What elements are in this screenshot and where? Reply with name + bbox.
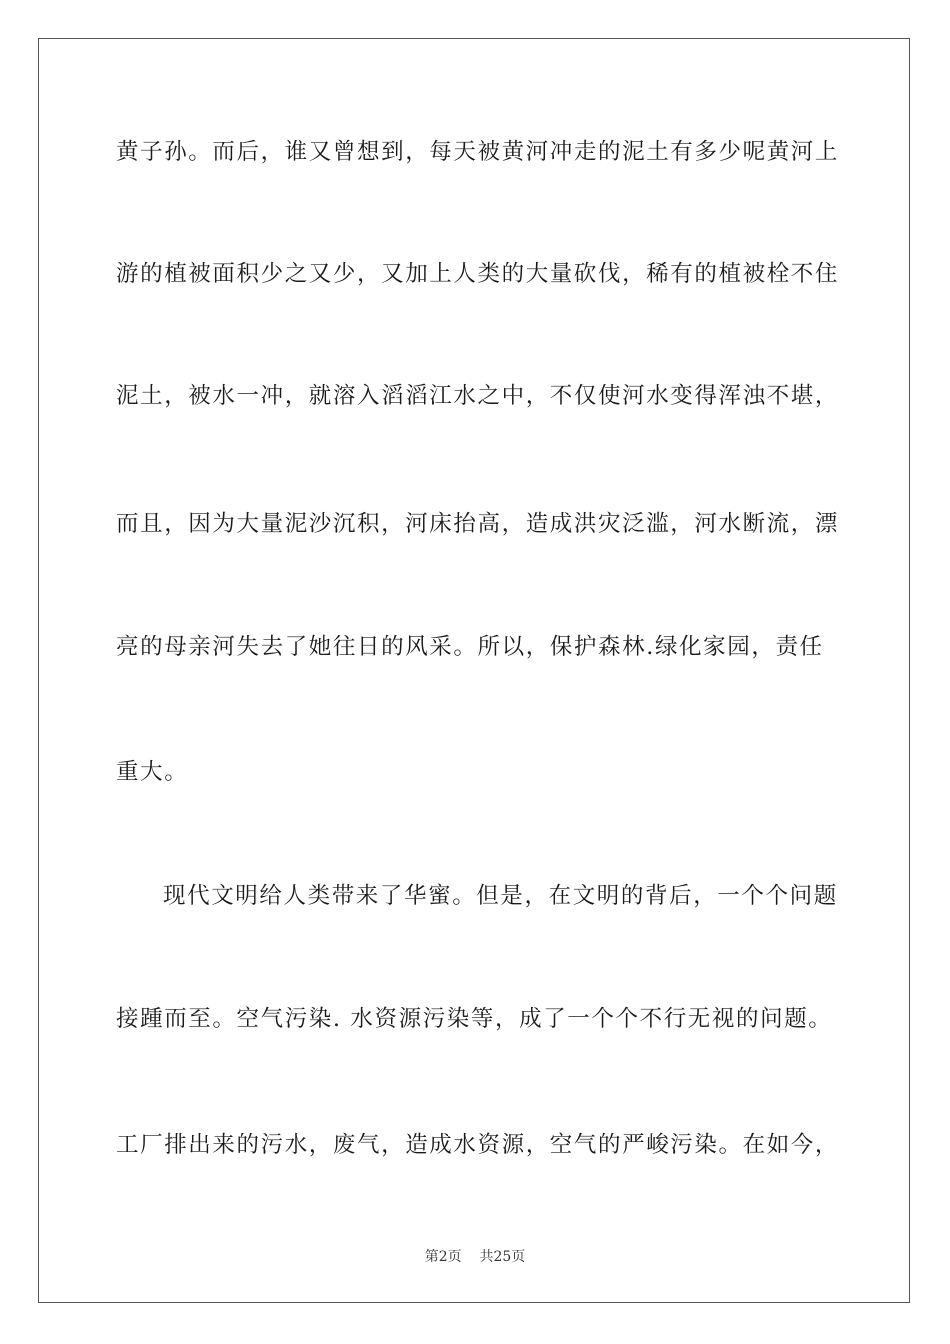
body-text-line: 而且，因为大量泥沙沉积，河床抬高，造成洪灾泛滥，河水断流，漂 [116,511,840,537]
body-text-line: 重大。 [116,759,189,785]
body-text-line: 游的植被面积少之又少，又加上人类的大量砍伐，稀有的植被栓不住 [116,261,840,287]
body-text-line: 泥土，被水一冲，就溶入滔滔江水之中，不仅使河水变得浑浊不堪， [116,383,840,409]
page-number-footer: 第2页 共25页 [424,1249,526,1265]
paragraph-first-line: 现代文明给人类带来了华蜜。但是，在文明的背后，一个个问题 [163,883,838,909]
body-text-line: 接踵而至。空气污染. 水资源污染等，成了一个个不行无视的问题。 [116,1006,833,1032]
page-border [38,38,910,1303]
body-text-line: 黄子孙。而后，谁又曾想到，每天被黄河冲走的泥土有多少呢黄河上 [116,139,840,165]
body-text-line: 工厂排出来的污水，废气，造成水资源，空气的严峻污染。在如今， [116,1132,840,1158]
body-text-line: 亮的母亲河失去了她往日的风采。所以，保护森林.绿化家园，责任 [116,634,824,660]
